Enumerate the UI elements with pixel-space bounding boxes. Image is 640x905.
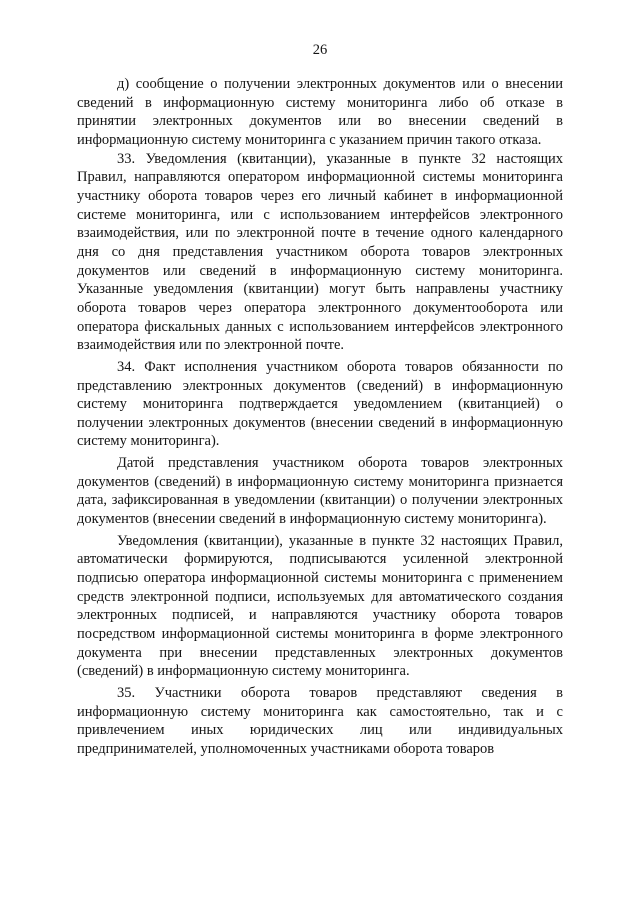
paragraph-35: 35. Участники оборота товаров представляют сведения в информационную систему мониторинга как самостоятельно, так и с привлечением иных юридических лиц или индивидуальных предпринимателей, уполномоченных участниками оборота товаров: [77, 685, 563, 757]
paragraph-submission-date: Датой представления участником оборота товаров электронных документов (сведений) в информационную систему мониторинга признается дата, зафиксированная в уведомлении (квитанции) о получении электронных документов (внесении сведений в информационную систему мониторинга).: [77, 455, 563, 528]
document-body: [77, 75, 563, 759]
paragraph-d-notification: д) сообщение о получении электронных документов или о внесении сведений в информационную систему мониторинга либо об отказе в принятии электронных документов или во внесении сведений в информационную систему мониторинга с указанием причин такого отказа.: [77, 76, 563, 148]
paragraph-34: 34. Факт исполнения участником оборота товаров обязанности по представлению электронных документов (сведений) в информационную систему мониторинга подтверждается уведомлением (квитанцией) о получении электронных документов (внесении сведений в информационную систему мониторинга).: [77, 358, 563, 450]
page-number: 26: [312, 42, 328, 58]
paragraph-notification-signing: Уведомления (квитанции), указанные в пункте 32 настоящих Правил, автоматически формируются, подписываются усиленной электронной подписью оператора информационной системы мониторинга с применением средств электронной подписи, используемых для автоматического создания электронных подписей, и направляются участнику оборота товаров посредством информационной системы мониторинга в форме электронного документа при внесении представленных электронных документов (сведений) в информационную систему мониторинга.: [77, 532, 563, 680]
paragraph-33: 33. Уведомления (квитанции), указанные в пункте 32 настоящих Правил, направляются оператором информационной системы мониторинга участнику оборота товаров через его личный кабинет в информационной системе мониторинга, или с использованием интерфейсов электронного взаимодействия, или по электронной почте в течение одного календарного дня со дня представления участником оборота товаров электронных документов или сведений в информационную систему мониторинга. Указанные уведомления (квитанции) могут быть направлены участнику оборота товаров через оператора электронного документооборота или оператора фискальных данных с использованием интерфейсов электронного взаимодействия или по электронной почте.: [77, 150, 563, 354]
